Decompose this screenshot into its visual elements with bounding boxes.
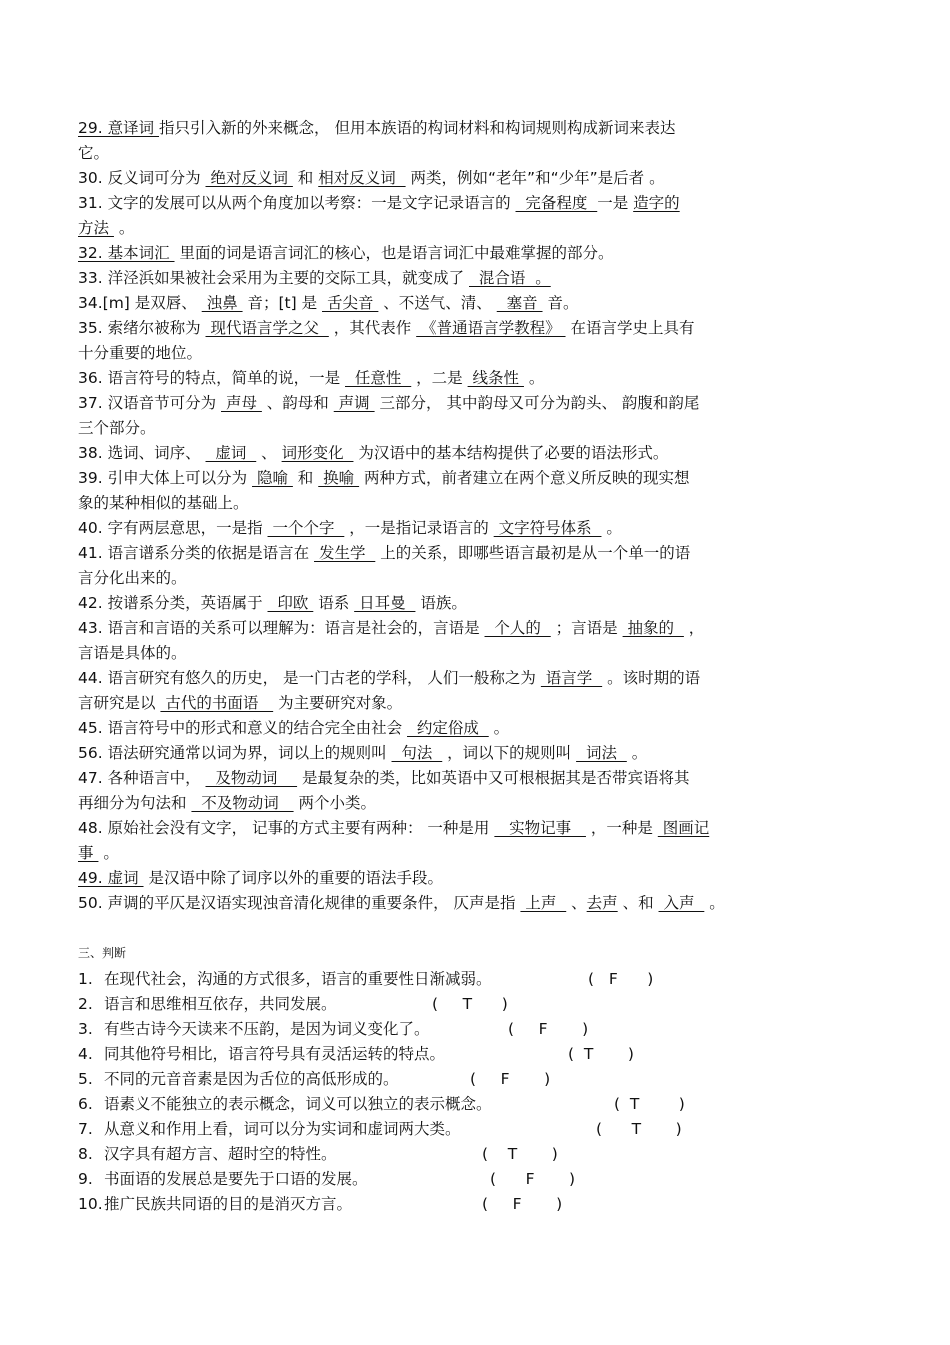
question-text: 里面的词是语言词汇的核心，也是语言词汇中最难掌握的部分。 xyxy=(174,244,614,262)
question-text: 。 xyxy=(98,844,119,862)
answer-blank: 个人的 xyxy=(484,619,551,637)
answer-blank: 上声 xyxy=(520,894,567,912)
item-answer: ( F ) xyxy=(508,1020,589,1038)
question-text: 为主要研究对象。 xyxy=(273,694,403,712)
question-text: 为汉语中的基本结构提供了必要的语法形式。 xyxy=(353,444,669,462)
question-line xyxy=(78,816,818,841)
question-text: 43. 语言和言语的关系可以理解为：语言是社会的，言语是 xyxy=(78,619,485,637)
item-answer: ( F ) xyxy=(490,1170,576,1188)
question-line xyxy=(78,266,818,291)
question-line xyxy=(78,616,818,641)
question-text: 。 xyxy=(488,719,510,737)
answer-blank: 日耳曼 xyxy=(354,594,416,612)
answer-blank: 发生学 xyxy=(314,544,376,562)
question-text: 言研究是以 xyxy=(78,694,161,712)
answer-blank: 隐喻 xyxy=(252,469,293,487)
question-text: ， xyxy=(683,619,705,637)
judgment-item xyxy=(78,1067,818,1092)
answer-blank: 声调 xyxy=(333,394,375,412)
question-text: 是汉语中除了词序以外的重要的语法手段。 xyxy=(143,869,443,887)
item-answer: ( T ) xyxy=(614,1095,685,1113)
item-number: 3. xyxy=(78,1020,93,1038)
item-text: 书面语的发展总是要先于口语的发展。 xyxy=(104,1170,368,1188)
answer-blank: 49. 虚词 xyxy=(78,869,144,887)
question-text: 31. 文字的发展可以从两个角度加以考察：一是文字记录语言的 xyxy=(78,194,516,212)
answer-blank: 舌尖音 xyxy=(322,294,379,312)
item-answer: ( F ) xyxy=(588,970,654,988)
answer-blank: 《普通语言学教程》 xyxy=(416,319,566,337)
question-line xyxy=(78,791,818,816)
question-text: 48. 原始社会没有文字， 记事的方式主要有两种： 一种是用 xyxy=(78,819,495,837)
question-text: 56. 语法研究通常以词为界，词以上的规则叫 xyxy=(78,744,392,762)
question-text: ，其代表作 xyxy=(328,319,417,337)
question-text: 是最复杂的类，比如英语中又可根根据其是否带宾语将其 xyxy=(297,769,690,787)
question-line xyxy=(78,441,818,466)
item-text: 在现代社会，沟通的方式很多，语言的重要性日渐减弱。 xyxy=(104,970,492,988)
question-text: 30. 反义词可分为 xyxy=(78,169,206,187)
question-text: 35. 索绪尔被称为 xyxy=(78,319,206,337)
question-text: 。 xyxy=(704,894,725,912)
answer-blank: 浊鼻 xyxy=(201,294,243,312)
answer-blank: 现代语言学之父 xyxy=(205,319,329,337)
answer-blank: 古代的书面语 xyxy=(160,694,274,712)
judgment-item xyxy=(78,1042,818,1067)
question-line xyxy=(78,141,818,166)
question-text: 它。 xyxy=(78,144,110,162)
judgment-section xyxy=(78,944,818,1217)
item-number: 10. xyxy=(78,1195,103,1213)
question-text: 言语是具体的。 xyxy=(78,644,187,662)
question-line xyxy=(78,891,818,916)
item-number: 9. xyxy=(78,1170,93,1188)
answer-blank: 虚词 xyxy=(205,444,257,462)
question-text: 。 xyxy=(523,369,545,387)
question-text: 、不送气、清、 xyxy=(378,294,497,312)
item-answer: ( F ) xyxy=(470,1070,551,1088)
question-text: 上的关系，即哪些语言最初是从一个单一的语 xyxy=(375,544,691,562)
answer-blank: 词法 xyxy=(576,744,627,762)
question-line xyxy=(78,166,818,191)
question-text: 两种方式，前者建立在两个意义所反映的现实想 xyxy=(359,469,690,487)
judgment-item xyxy=(78,1092,818,1117)
item-number: 1. xyxy=(78,970,93,988)
question-text: 。 xyxy=(601,519,622,537)
question-text: 44. 语言研究有悠久的历史， 是一门古老的学科， 人们一般称之为 xyxy=(78,669,541,687)
question-line xyxy=(78,766,818,791)
item-answer: ( T ) xyxy=(482,1145,558,1163)
question-text: 象的某种相似的基础上。 xyxy=(78,494,249,512)
answer-blank: 事 xyxy=(78,844,99,862)
question-line xyxy=(78,716,818,741)
question-line xyxy=(78,641,818,666)
question-line xyxy=(78,466,818,491)
item-text: 汉字具有超方言、超时空的特性。 xyxy=(104,1145,337,1163)
question-text: 41. 语言谱系分类的依据是语言在 xyxy=(78,544,315,562)
question-text: 三部分， 其中韵母又可分为韵头、 韵腹和韵尾 xyxy=(374,394,700,412)
answer-blank: 任意性 xyxy=(345,369,412,387)
question-text: 两个小类。 xyxy=(293,794,377,812)
item-number: 6. xyxy=(78,1095,93,1113)
answer-blank: 及物动词 xyxy=(205,769,298,787)
item-number: 4. xyxy=(78,1045,93,1063)
question-text: 。该时期的语 xyxy=(602,669,701,687)
item-answer: ( T ) xyxy=(432,995,508,1013)
item-number: 5. xyxy=(78,1070,93,1088)
question-line xyxy=(78,191,818,216)
item-text: 语素义不能独立的表示概念，词义可以独立的表示概念。 xyxy=(104,1095,492,1113)
answer-blank: 约定俗成 xyxy=(407,719,489,737)
question-text: ，一种是 xyxy=(585,819,658,837)
answer-blank: 实物记事 xyxy=(494,819,586,837)
question-text: ；言语是 xyxy=(550,619,623,637)
answer-blank: 相对反义词 xyxy=(318,169,406,187)
question-line xyxy=(78,216,818,241)
answer-blank: 29. 意译词 xyxy=(78,119,160,137)
answer-blank: 32. 基本词汇 xyxy=(78,244,175,262)
judgment-item xyxy=(78,992,818,1017)
question-line xyxy=(78,566,818,591)
answer-blank: 混合语 。 xyxy=(469,269,551,287)
item-text: 推广民族共同语的目的是消灭方言。 xyxy=(104,1195,353,1213)
item-number: 7. xyxy=(78,1120,93,1138)
question-line xyxy=(78,491,818,516)
question-line xyxy=(78,841,818,866)
question-text: 两类，例如“老年”和“少年”是后者 。 xyxy=(405,169,665,187)
question-text: 。 xyxy=(113,219,135,237)
judgment-item xyxy=(78,1117,818,1142)
question-line xyxy=(78,391,818,416)
question-text: 语系 xyxy=(313,594,355,612)
question-line xyxy=(78,691,818,716)
question-text: 和 xyxy=(292,469,319,487)
question-line xyxy=(78,741,818,766)
answer-blank: 造字的 xyxy=(633,194,680,212)
judgment-item xyxy=(78,1142,818,1167)
question-line xyxy=(78,291,818,316)
answer-blank: 一个个字 xyxy=(267,519,345,537)
question-text: 在语言学史上具有 xyxy=(565,319,695,337)
question-text: 。 xyxy=(626,744,648,762)
question-text: ，词以下的规则叫 xyxy=(442,744,577,762)
question-line xyxy=(78,591,818,616)
question-text: 语族。 xyxy=(415,594,467,612)
item-number: 8. xyxy=(78,1145,93,1163)
item-answer: ( F ) xyxy=(482,1195,563,1213)
judgment-item xyxy=(78,1017,818,1042)
question-text: 42. 按谱系分类，英语属于 xyxy=(78,594,268,612)
item-number: 2. xyxy=(78,995,93,1013)
question-text: 、和 xyxy=(617,894,659,912)
fill-in-questions xyxy=(78,116,818,916)
question-line xyxy=(78,316,818,341)
question-line xyxy=(78,416,818,441)
question-text: 38. 选词、词序、 xyxy=(78,444,206,462)
question-text: 34.[m] 是双唇、 xyxy=(78,294,202,312)
judgment-list xyxy=(78,967,818,1217)
question-text: ，一是指记录语言的 xyxy=(344,519,494,537)
item-answer: ( T ) xyxy=(596,1120,682,1138)
item-text: 不同的元音音素是因为舌位的高低形成的。 xyxy=(104,1070,399,1088)
answer-blank: 换喻 xyxy=(318,469,360,487)
question-text: 和 xyxy=(292,169,319,187)
judgment-item xyxy=(78,1192,818,1217)
item-text: 有些古诗今天读来不压韵，是因为词义变化了。 xyxy=(104,1020,430,1038)
answer-blank: 文字符号体系 xyxy=(493,519,602,537)
item-text: 同其他符号相比，语言符号具有灵活运转的特点。 xyxy=(104,1045,446,1063)
question-text: 36. 语言符号的特点，简单的说，一是 xyxy=(78,369,346,387)
question-text: 40. 字有两层意思，一是指 xyxy=(78,519,268,537)
answer-blank: 语言学 xyxy=(540,669,603,687)
question-line xyxy=(78,366,818,391)
question-line xyxy=(78,541,818,566)
answer-blank: 塞音 xyxy=(496,294,543,312)
question-line xyxy=(78,666,818,691)
answer-blank: 方法 xyxy=(78,219,114,237)
item-text: 从意义和作用上看，词可以分为实词和虚词两大类。 xyxy=(104,1120,461,1138)
item-text: 语言和思维相互依存，共同发展。 xyxy=(104,995,337,1013)
section-heading: 三、判断 xyxy=(78,946,127,960)
question-text: 再细分为句法和 xyxy=(78,794,192,812)
question-text: 、 xyxy=(566,894,587,912)
answer-blank: 完备程度 xyxy=(515,194,598,212)
answer-blank: 词形变化 xyxy=(281,444,354,462)
answer-blank: 句法 xyxy=(391,744,443,762)
judgment-item xyxy=(78,967,818,992)
question-text: ，二是 xyxy=(411,369,468,387)
question-line xyxy=(78,116,818,141)
question-text: 47. 各种语言中， xyxy=(78,769,206,787)
question-text: 一是 xyxy=(597,194,634,212)
answer-blank: 不及物动词 xyxy=(191,794,294,812)
question-text: 音。 xyxy=(542,294,579,312)
answer-blank: 去声 xyxy=(586,894,618,912)
question-line xyxy=(78,341,818,366)
question-text: 言分化出来的。 xyxy=(78,569,187,587)
question-text: 39. 引申大体上可以分为 xyxy=(78,469,253,487)
question-line xyxy=(78,866,818,891)
judgment-item xyxy=(78,1167,818,1192)
question-line xyxy=(78,241,818,266)
question-text: 三个部分。 xyxy=(78,419,156,437)
item-answer: ( T ) xyxy=(568,1045,634,1063)
answer-blank: 印欧 xyxy=(267,594,314,612)
answer-blank: 图画记 xyxy=(657,819,710,837)
question-text: 、韵母和 xyxy=(261,394,334,412)
answer-blank: 绝对反义词 xyxy=(205,169,293,187)
question-line xyxy=(78,516,818,541)
answer-blank: 线条性 xyxy=(467,369,524,387)
answer-blank: 声母 xyxy=(221,394,262,412)
question-text: 十分重要的地位。 xyxy=(78,344,203,362)
question-text: 音；[t] 是 xyxy=(242,294,323,312)
answer-blank: 抽象的 xyxy=(622,619,684,637)
question-text: 33. 洋泾浜如果被社会采用为主要的交际工具，就变成了 xyxy=(78,269,470,287)
question-text: 50. 声调的平仄是汉语实现浊音清化规律的重要条件， 仄声是指 xyxy=(78,894,521,912)
question-text: 、 xyxy=(256,444,282,462)
question-text: 37. 汉语音节可分为 xyxy=(78,394,222,412)
answer-blank: 入声 xyxy=(658,894,705,912)
question-text: 指只引入新的外来概念， 但用本族语的构词材料和构词规则构成新词来表达 xyxy=(159,119,676,137)
question-text: 45. 语言符号中的形式和意义的结合完全由社会 xyxy=(78,719,408,737)
